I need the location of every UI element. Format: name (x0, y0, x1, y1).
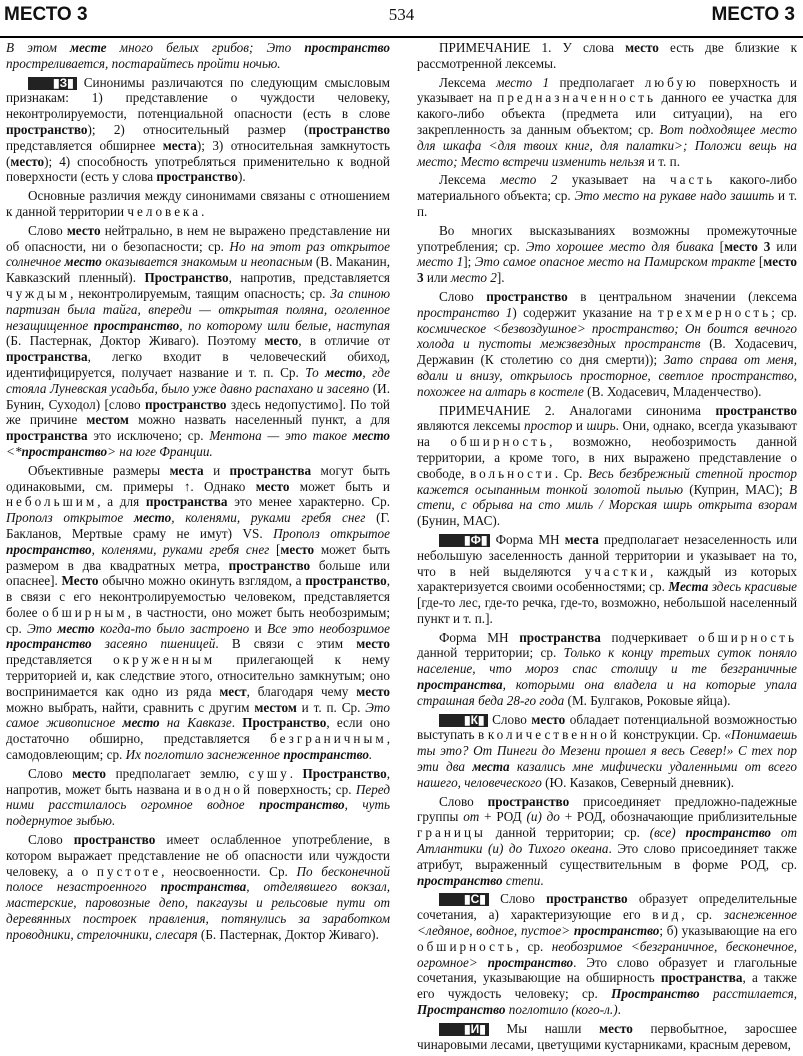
paragraph: Основные различия между синонимами связаны с отношением к данной территории человека. (6, 188, 390, 219)
paragraph: ▮Ф▮ Форма МН места предполагает незаселенность или небольшую заселенность данной территории и указывает на то, что в ней выделяются участки, каждый из которых характеризуется своими особенностями; ср. Места здесь красивые [где-то лес, где-то речка, где-то, возможно, небольшой населенный пункт и т. п.]. (417, 531, 797, 626)
running-head-right: МЕСТО 3 (711, 4, 795, 25)
note-paragraph: ПРИМЕЧАНИЕ 2. Аналогами синонима пространство являются лексемы простор и ширь. Они, однако, всегда указывают на обширность, возможно, необозримость данной территории, а кроме того, в них выражено представление о свободе, вольности. Ср. Весь безбрежный степной простор кажется осыпанным тонкой золотой пылью (Куприн, МАС); В степи, с обрыва на сто миль / Морская ширь открыта взорам (Бунин, МАС). (417, 402, 798, 529)
paragraph: ▮И▮ Мы нашли место первобытное, заросшее чинаровыми лесами, цветущими кустарниками, красным деревом, (417, 1020, 797, 1052)
paragraph: Слово пространство имеет ослабленное употребление, в котором выражает представление не об опасности или чуждости человеку, а о пустоте, неосвоенности. Ср. По бесконечной полосе незастроенного пространства, отделявшего вокзал, мастерские, паровозные депо, пакгаузы и рельсовые пути от деревянных построек правления, потянулись за заработком проводники, стрелочники, слесаря (Б. Пастернак, Доктор Живаго). (6, 832, 391, 942)
paragraph: ▮С▮ Слово пространство образует определительные сочетания, а) характеризующие его вид, ср. заснеженное <ледяное, водное, пустое> пространство; б) указывающие на его обширность, ср. необозримое <безграничное, бесконечное, огромное> пространство. Это слово образует и глагольные сочетания, указывающие на обширность пространства, а также его чуждость человеку; ср. Пространство расстилается, Пространство поглотило (кого-л.). (417, 891, 798, 1018)
running-head-left: МЕСТО 3 (4, 4, 88, 25)
paragraph: В этом месте много белых грибов; Это пространство простреливается, постарайтесь пройти ночью. (6, 40, 390, 71)
note-paragraph: ПРИМЕЧАНИЕ 1. У слова место есть две близкие к рассмотренной лексемы. (417, 40, 797, 71)
paragraph: ▮З▮ Синонимы различаются по следующим смысловым признакам: 1) представление о чуждости человеку, неконтролируемости, потенциальной опасности (есть в слове пространство); 2) относительный размер (пространство представляется обширнее места); 3) относительная замкнутость (место); 4) способность употребляться применительно к водной поверхности (есть у слова пространство). (6, 74, 390, 185)
paragraph: Во многих высказываниях возможны промежуточные употребления; ср. Это хорошее место для бивака [место 3 или место 1]; Это самое опасное место на Памирском тракте [место 3 или место 2]. (417, 222, 797, 286)
page-number: 534 (388, 5, 415, 24)
paragraph: ▮К▮ Слово место обладает потенциальной возможностью выступать в количественной конструкции. Ср. «Понимаешь ты это? От Пинеги до Мезени прошел я весь Север!» С тех пор эти два места казались мне мифически удаленными от всего нашего, человеческого (Ю. Казаков, Северный дневник). (417, 711, 797, 790)
paragraph: Лексема место 1 предполагает любую поверхность и указывает на предназначенность данного ее участка для какого-либо объекта (предмета или ситуации), на его закрепленность за данным объектом; ср. Вот подходящее место для шкафа <для твоих книг, для палатки>; Положи вещь на место; Место встречи изменить нельзя и т. п. (417, 74, 797, 169)
page-header (0, 0, 803, 38)
paragraph: Слово пространство в центральном значении (лексема пространство 1) содержит указание на трехмерность; ср. космическое <безвоздушное> пространство; Он боится вечного холода и пустоты межзвездных пространств (В. Ходасевич, Державин (К столетию со дня смерти)); Зато справа от меня, вдали и внизу, открылось просторное, светлое пространство, похожее на алтарь в костеле (В. Ходасевич, Младенчество). (417, 288, 798, 399)
left-column (6, 40, 390, 946)
paragraph: Слово место предполагает землю, сушу. Пространство, напротив, может быть названа и водной поверхность; ср. Перед ними расстилалось огромное водное пространство, чуть подернутое зыбью. (6, 765, 391, 829)
paragraph: Форма МН пространства подчеркивает обширность данной территории; ср. Только к концу третьих суток поняло население, что мороз спас столицу и те безграничные пространства, которыми она владела и на которые упала страшная беда 28-го года (М. Булгаков, Роковые яйца). (417, 629, 798, 708)
right-column (417, 40, 797, 1055)
paragraph: Слово место нейтрально, в нем не выражено представление ни об опасности, ни о безопасности; ср. Но на этот раз открытое солнечное место оказывается знакомым и неопасным (В. Маканин, Кавказский пленный). Пространство, напротив, представляется чуждым, неконтролируемым, таящим опасность; ср. За спиною партизан была тайга, впереди — открытая поляна, оголенное незащищенное пространство, по которому шли белые, наступая (Б. Пастернак, Доктор Живаго). Поэтому место, в отличие от пространства, легко входит в человеческий обиход, идентифицируется, получает название и т. п. Ср. То место, где стояла Луневская усадьба, было уже давно распахано и засеяно (И. Бунин, Суходол) [слово пространство здесь недопустимо]. По той же причине местом можно назвать населенный пункт, а для пространства это исключено; ср. Ментона — это такое место <*пространство> на юге Франции. (6, 222, 391, 459)
paragraph: Слово пространство присоединяет предложно-падежные группы от + РОД (и) до + РОД, обозначающие приблизительные границы данной территории; ср. (все) пространство от Атлантики (и) до Тихого океана. Это слово присоединяет также атрибут, выраженный существительным в форме РОД, ср. пространство степи. (417, 793, 798, 888)
paragraph: Лексема место 2 указывает на часть какого-либо материального объекта; ср. Это место на рукаве надо зашить и т. п. (417, 172, 797, 219)
paragraph: Объективные размеры места и пространства могут быть одинаковыми, см. примеры ↑. Однако место может быть и небольшим, а для пространства это менее характерно. Ср. Прополз открытое место, коленями, руками гребя снег (Г. Бакланов, Мертвые сраму не имут) VS. Прополз открытое пространство, коленями, руками гребя снег [место может быть размером в два квадратных метра, пространство больше или опаснее]. Место обычно можно окинуть взглядом, а пространство, в связи с его неконтролируемостью человеком, представляется более обширным, в частности, оно может быть необозримым; ср. Это место когда-то было застроено и Все это необозримое пространство засеяно пшеницей. В связи с этим место представляется окруженным прилегающей к нему территорией и, как следствие этого, относительно замкнутым; оно воспринимается как одно из ряда мест, благодаря чему место можно выбрать, найти, сравнить с другим местом и т. п. Ср. Это самое живописное место на Кавказе. Пространство, если оно достаточно обширно, представляется безграничным, самодовлеющим; ср. Их поглотило заснеженное пространство. (6, 462, 391, 763)
